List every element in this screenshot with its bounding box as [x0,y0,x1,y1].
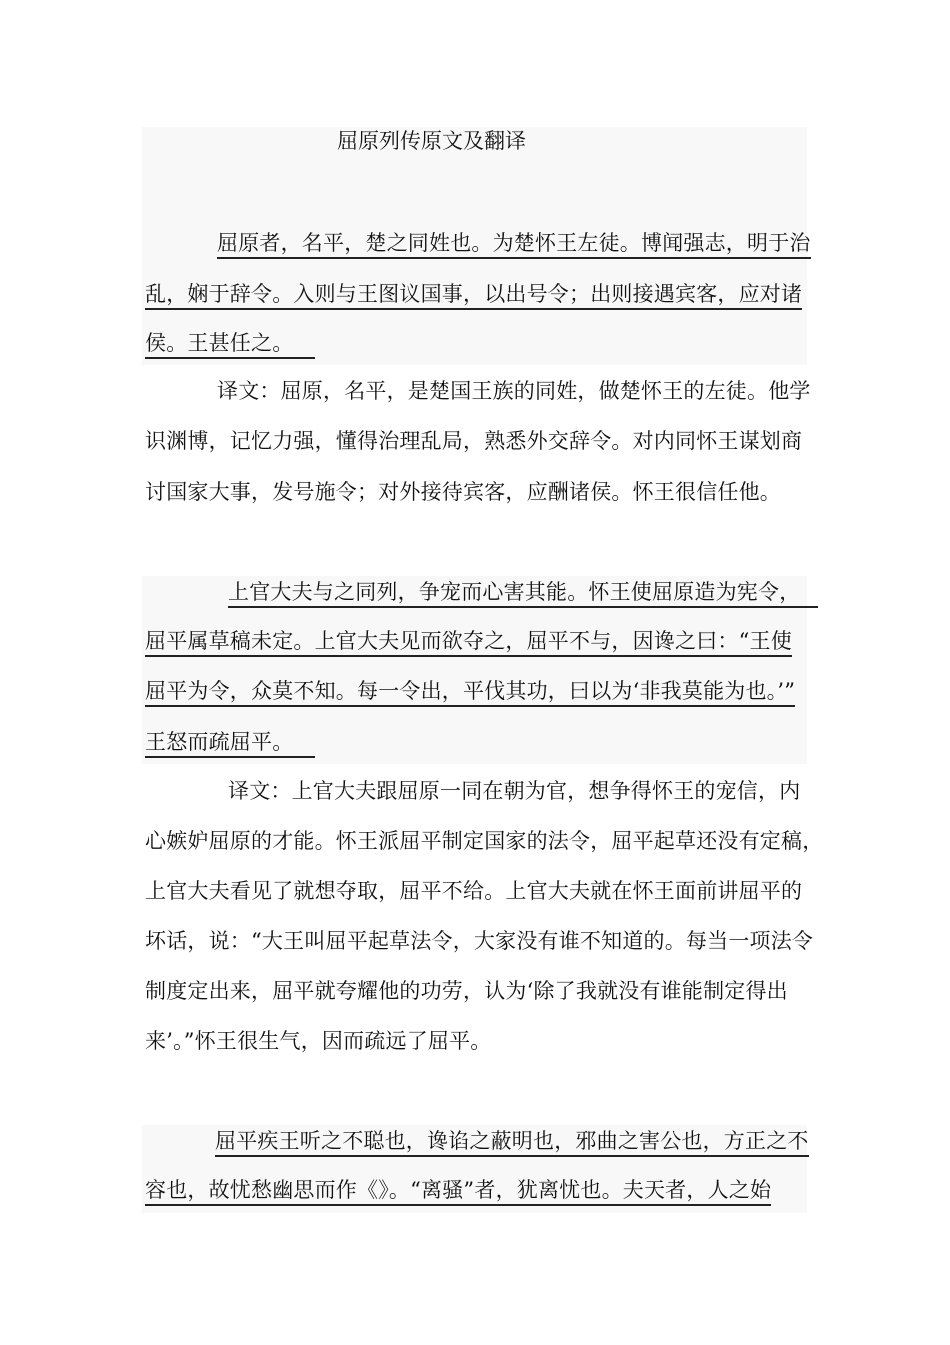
translation-line: 心嫉妒屈原的才能。怀王派屈平制定国家的法令，屈平起草还没有定稿， [145,829,824,853]
original-line: 容也，故忧愁幽思而作《》。“离骚”者，犹离忧也。夫天者，人之始 [145,1177,771,1206]
original-line: 侯。王甚任之。 [145,330,315,359]
page-title: 屈原列传原文及翻译 [337,129,526,153]
translation-line: 讨国家大事，发号施令；对外接待宾客，应酬诸侯。怀王很信任他。 [145,480,781,504]
translation-line: 上官大夫看见了就想夺取，屈平不给。上官大夫就在怀王面前讲屈平的 [145,879,803,903]
translation-line: 识渊博，记忆力强，懂得治理乱局，熟悉外交辞令。对内同怀王谋划商 [145,429,803,453]
original-line: 上官大夫与之同列，争宠而心害其能。怀王使屈原造为宪令， [228,579,818,608]
translation-line: 译文：上官大夫跟屈原一同在朝为官，想争得怀王的宠信，内 [228,779,801,803]
original-line: 屈平疾王听之不聪也，谗谄之蔽明也，邪曲之害公也，方正之不 [215,1128,809,1157]
translation-line: 译文：屈原，名平，是楚国王族的同姓，做楚怀王的左徒。他学 [217,379,811,403]
original-line: 王怒而疏屈平。 [145,729,315,758]
original-line: 屈原者，名平，楚之同姓也。为楚怀王左徒。博闻强志，明于治 [217,230,811,259]
translation-line: 坏话，说：“大王叫屈平起草法令，大家没有谁不知道的。每当一项法令 [145,929,814,953]
original-line: 屈平为令，众莫不知。每一令出，平伐其功，曰以为‘非我莫能为也。’” [145,678,795,707]
original-line: 屈平属草稿未定。上官大夫见而欲夺之，屈平不与，因谗之曰：“王使 [145,628,792,657]
translation-line: 来’。”怀王很生气，因而疏远了屈平。 [145,1029,492,1053]
original-line: 乱，娴于辞令。入则与王图议国事，以出号令；出则接遇宾客，应对诸 [145,281,802,310]
translation-line: 制度定出来，屈平就夸耀他的功劳，认为‘除了我就没有谁能制定得出 [145,979,788,1003]
